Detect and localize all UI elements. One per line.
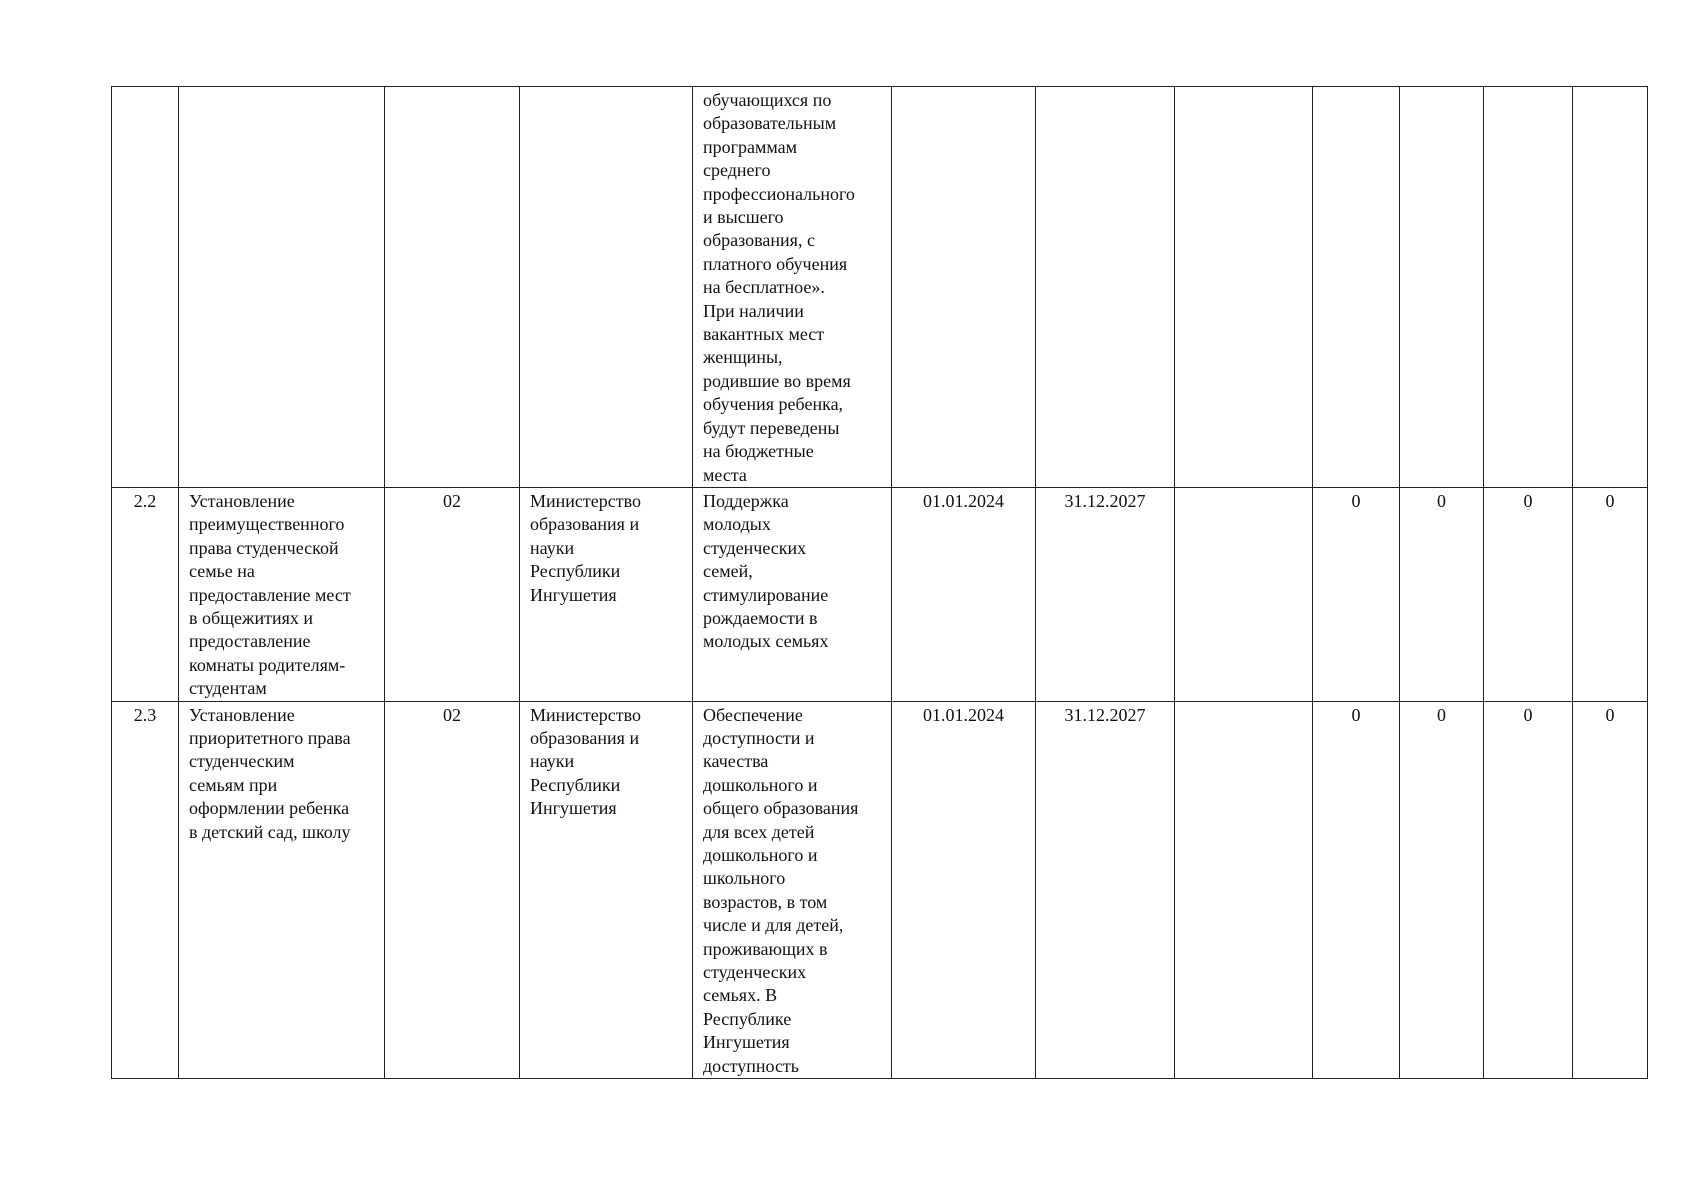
executor-cell: Министерство образования и науки Республики Ингушетия	[520, 701, 693, 1079]
value-cell-4	[1573, 87, 1648, 488]
blank-cell	[1175, 487, 1313, 701]
value-cell-1: 0	[1313, 487, 1400, 701]
measure-title-cell	[179, 87, 385, 488]
executor-cell	[520, 87, 693, 488]
value-cell-2	[1400, 87, 1484, 488]
table-row	[112, 487, 1648, 701]
value-cell-3	[1484, 87, 1573, 488]
blank-cell	[1175, 87, 1313, 488]
table-row	[112, 87, 1648, 488]
value-cell-3: 0	[1484, 701, 1573, 1079]
executor-cell: Министерство образования и науки Республики Ингушетия	[520, 487, 693, 701]
row-number-cell: 2.3	[112, 701, 179, 1079]
measure-title-cell: Установление приоритетного права студенческим семьям при оформлении ребенка в детский сад, школу	[179, 701, 385, 1079]
value-cell-2: 0	[1400, 701, 1484, 1079]
value-cell-1	[1313, 87, 1400, 488]
expected-result-cell: Обеспечение доступности и качества дошкольного и общего образования для всех детей дошкольного и школьного возрастов, в том числе и для детей, проживающих в студенческих семьях. В Республике Ингушетия доступность	[693, 701, 892, 1079]
table-row	[112, 701, 1648, 1079]
value-cell-2: 0	[1400, 487, 1484, 701]
row-number-cell	[112, 87, 179, 488]
code-cell: 02	[385, 487, 520, 701]
blank-cell	[1175, 701, 1313, 1079]
start-date-cell: 01.01.2024	[892, 701, 1036, 1079]
expected-result-cell: обучающихся по образовательным программам среднего профессионального и высшего образования, с платного обучения на бесплатное». При наличии вакантных мест женщины, родившие во время обучения ребенка, будут переведены на бюджетные места	[693, 87, 892, 488]
value-cell-4: 0	[1573, 701, 1648, 1079]
code-cell	[385, 87, 520, 488]
end-date-cell: 31.12.2027	[1036, 487, 1175, 701]
start-date-cell: 01.01.2024	[892, 487, 1036, 701]
value-cell-1: 0	[1313, 701, 1400, 1079]
value-cell-4: 0	[1573, 487, 1648, 701]
expected-result-cell: Поддержка молодых студенческих семей, стимулирование рождаемости в молодых семьях	[693, 487, 892, 701]
end-date-cell: 31.12.2027	[1036, 701, 1175, 1079]
end-date-cell	[1036, 87, 1175, 488]
measures-table	[111, 86, 1648, 1079]
value-cell-3: 0	[1484, 487, 1573, 701]
code-cell: 02	[385, 701, 520, 1079]
start-date-cell	[892, 87, 1036, 488]
measure-title-cell: Установление преимущественного права студенческой семье на предоставление мест в общежитиях и предоставление комнаты родителям- студентам	[179, 487, 385, 701]
row-number-cell: 2.2	[112, 487, 179, 701]
